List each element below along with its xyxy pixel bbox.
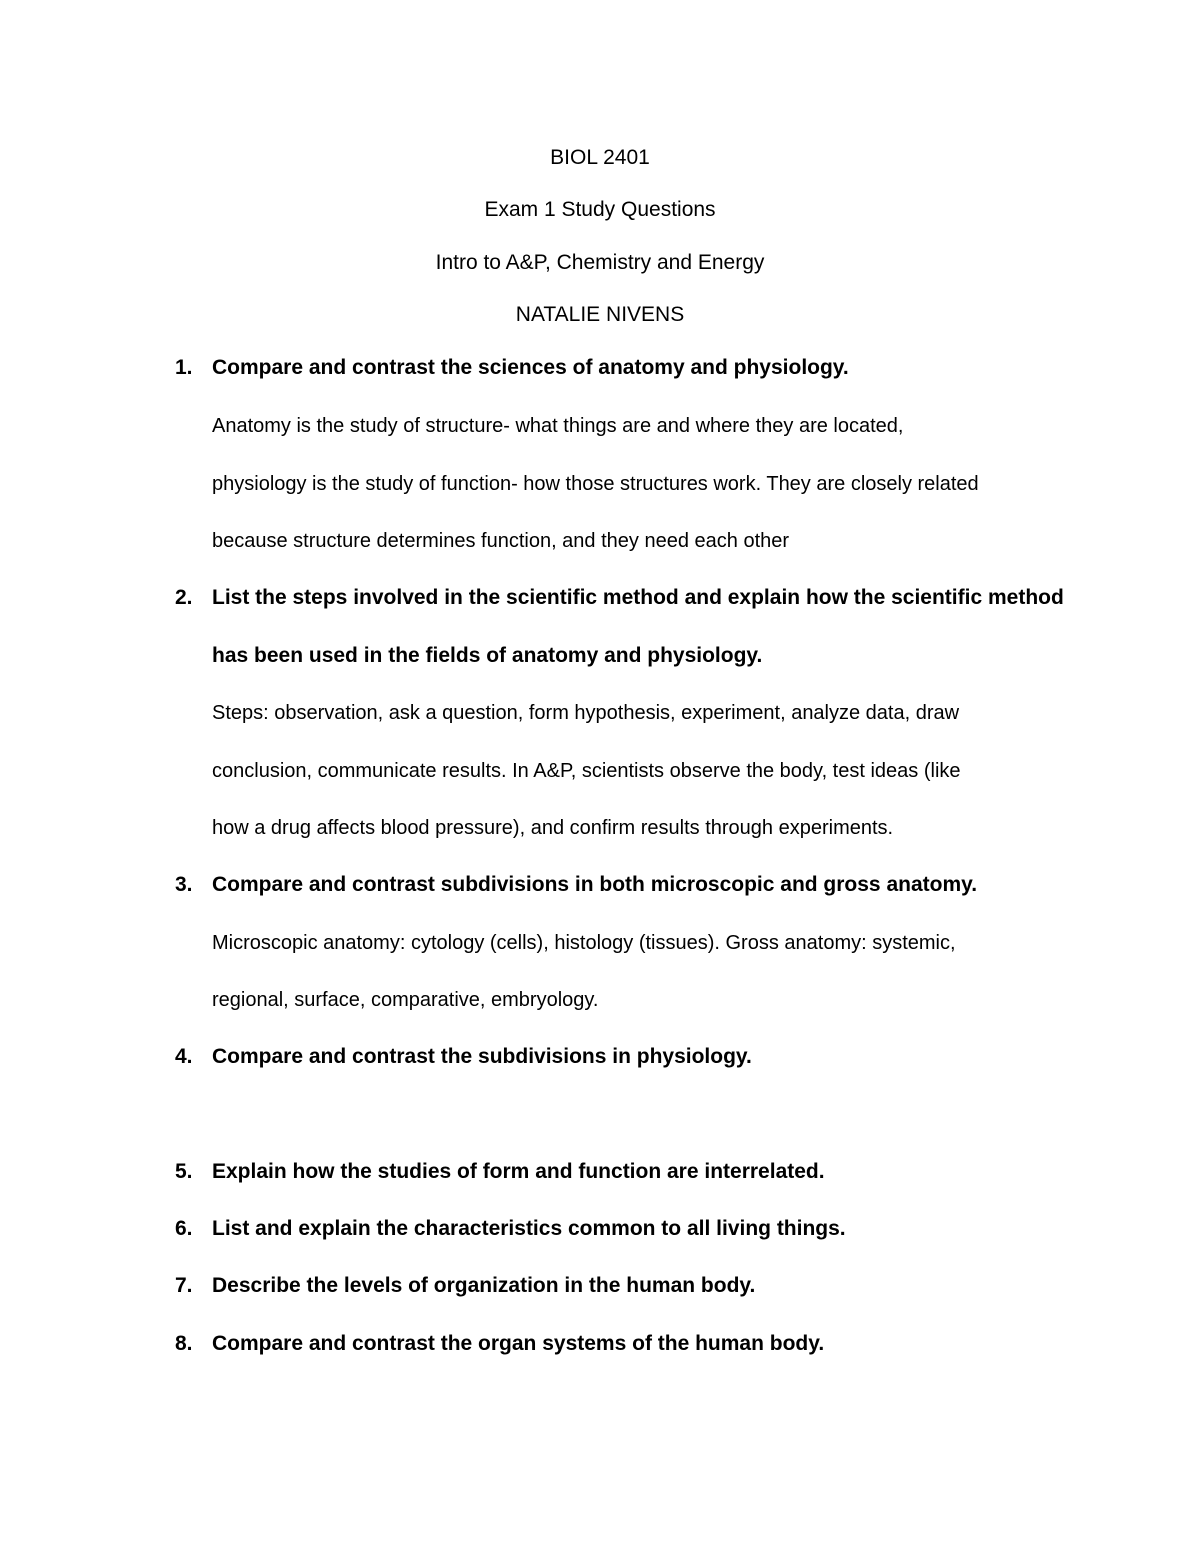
topic-title: Intro to A&P, Chemistry and Energy xyxy=(435,251,765,274)
student-name: NATALIE NIVENS xyxy=(515,303,685,326)
answer-line: Steps: observation, ask a question, form hypothesis, experiment, analyze data, draw xyxy=(212,702,960,724)
question-text: Compare and contrast subdivisions in both microscopic and gross anatomy. xyxy=(212,873,978,896)
answer-line: because structure determines function, and they need each other xyxy=(212,530,790,552)
question-text: List the steps involved in the scientific method and explain how the scientific method xyxy=(212,586,1064,609)
answer-line: physiology is the study of function- how those structures work. They are closely related xyxy=(212,473,979,495)
question-text-continued: has been used in the fields of anatomy and physiology. xyxy=(212,644,763,667)
question-text: List and explain the characteristics common to all living things. xyxy=(212,1217,846,1240)
question-number: 8. xyxy=(175,1332,193,1355)
question-1 xyxy=(175,355,1075,381)
question-number: 5. xyxy=(175,1160,193,1183)
question-8 xyxy=(175,1331,1075,1357)
question-number: 1. xyxy=(175,356,193,379)
question-6 xyxy=(175,1216,1075,1242)
answer-line: how a drug affects blood pressure), and confirm results through experiments. xyxy=(212,817,894,839)
course-title: BIOL 2401 xyxy=(550,146,650,169)
question-7 xyxy=(175,1273,1075,1299)
question-number: 3. xyxy=(175,873,193,896)
exam-title: Exam 1 Study Questions xyxy=(484,198,716,221)
question-number: 6. xyxy=(175,1217,193,1240)
question-text: Compare and contrast the organ systems of the human body. xyxy=(212,1332,825,1355)
question-5 xyxy=(175,1159,1075,1185)
question-text: Explain how the studies of form and function are interrelated. xyxy=(212,1160,825,1183)
question-2 xyxy=(175,585,1075,667)
question-number: 2. xyxy=(175,586,193,609)
answer-line: regional, surface, comparative, embryology. xyxy=(212,989,599,1011)
question-number: 7. xyxy=(175,1274,193,1297)
answer-line: conclusion, communicate results. In A&P, scientists observe the body, test ideas (like xyxy=(212,760,961,782)
question-text: Describe the levels of organization in the human body. xyxy=(212,1274,756,1297)
answer-line: Microscopic anatomy: cytology (cells), histology (tissues). Gross anatomy: systemic, xyxy=(212,932,956,954)
question-3 xyxy=(175,872,1075,898)
answer-line: Anatomy is the study of structure- what things are and where they are located, xyxy=(212,415,904,437)
question-4 xyxy=(175,1044,1075,1070)
question-number: 4. xyxy=(175,1045,193,1068)
question-text: Compare and contrast the sciences of anatomy and physiology. xyxy=(212,356,849,379)
question-text: Compare and contrast the subdivisions in physiology. xyxy=(212,1045,752,1068)
